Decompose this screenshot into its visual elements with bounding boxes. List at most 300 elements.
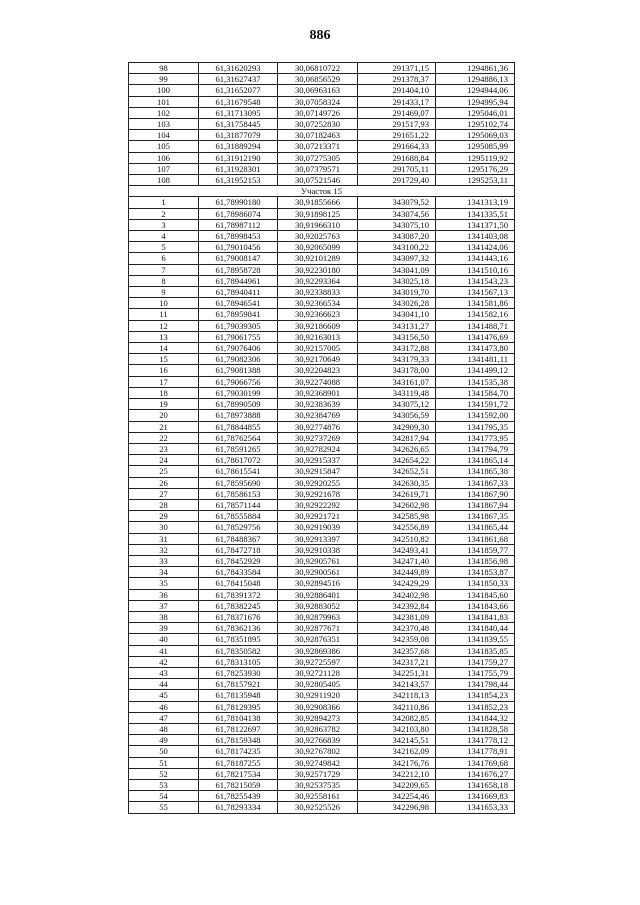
coord-y-cell: 1341778,91 (436, 746, 515, 757)
latitude-cell: 61,78959841 (199, 309, 278, 320)
longitude-cell: 30,06856529 (278, 74, 358, 85)
coord-x-cell: 342317,21 (358, 656, 436, 667)
longitude-cell: 30,92065099 (278, 242, 358, 253)
coord-y-cell: 1341488,71 (436, 320, 515, 331)
point-number-cell: 7 (129, 264, 199, 275)
point-number-cell: 31 (129, 533, 199, 544)
coord-x-cell: 342082,85 (358, 712, 436, 723)
coord-y-cell: 1341481,11 (436, 354, 515, 365)
table-row (129, 690, 515, 701)
coord-x-cell: 342103,80 (358, 723, 436, 734)
point-number-cell: 40 (129, 634, 199, 645)
table-row (129, 634, 515, 645)
table-row (129, 645, 515, 656)
point-number-cell: 33 (129, 555, 199, 566)
latitude-cell: 61,78293334 (199, 802, 278, 813)
latitude-cell: 61,78313105 (199, 656, 278, 667)
longitude-cell: 30,92537535 (278, 780, 358, 791)
coord-x-cell: 342392,84 (358, 600, 436, 611)
latitude-cell: 61,78350582 (199, 645, 278, 656)
coord-x-cell: 343179,33 (358, 354, 436, 365)
latitude-cell: 61,78215059 (199, 780, 278, 791)
latitude-cell: 61,78529756 (199, 522, 278, 533)
longitude-cell: 30,07213371 (278, 141, 358, 152)
coord-y-cell: 1341859,77 (436, 544, 515, 555)
table-row (129, 231, 515, 242)
table-row (129, 141, 515, 152)
point-number-cell: 9 (129, 287, 199, 298)
longitude-cell: 30,92863782 (278, 723, 358, 734)
point-number-cell: 45 (129, 690, 199, 701)
longitude-cell: 30,92915847 (278, 466, 358, 477)
latitude-cell: 61,31620293 (199, 63, 278, 74)
coord-x-cell: 343172,88 (358, 343, 436, 354)
table-row (129, 589, 515, 600)
coord-y-cell: 1341795,35 (436, 421, 515, 432)
point-number-cell: 28 (129, 499, 199, 510)
coord-x-cell: 291517,93 (358, 119, 436, 130)
table-row (129, 197, 515, 208)
table-row (129, 701, 515, 712)
latitude-cell: 61,31679548 (199, 96, 278, 107)
latitude-cell: 61,78990509 (199, 399, 278, 410)
rows-previous-plot (129, 63, 515, 186)
point-number-cell: 27 (129, 488, 199, 499)
coord-y-cell: 1341839,55 (436, 634, 515, 645)
table-row (129, 432, 515, 443)
point-number-cell: 19 (129, 399, 199, 410)
point-number-cell: 6 (129, 253, 199, 264)
table-row (129, 600, 515, 611)
point-number-cell: 18 (129, 387, 199, 398)
point-number-cell: 16 (129, 365, 199, 376)
latitude-cell: 61,31877079 (199, 130, 278, 141)
point-number-cell: 14 (129, 343, 199, 354)
latitude-cell: 61,31889294 (199, 141, 278, 152)
latitude-cell: 61,78217534 (199, 768, 278, 779)
coord-x-cell: 343131,27 (358, 320, 436, 331)
table-row (129, 544, 515, 555)
point-number-cell: 32 (129, 544, 199, 555)
point-number-cell: 25 (129, 466, 199, 477)
coord-y-cell: 1341865,44 (436, 522, 515, 533)
point-number-cell: 38 (129, 611, 199, 622)
coord-y-cell: 1341759,27 (436, 656, 515, 667)
table-row (129, 522, 515, 533)
longitude-cell: 30,92368901 (278, 387, 358, 398)
table-row (129, 533, 515, 544)
coord-y-cell: 1294995,94 (436, 96, 515, 107)
longitude-cell: 30,92877671 (278, 623, 358, 634)
longitude-cell: 30,92366534 (278, 298, 358, 309)
coord-x-cell: 342381,09 (358, 611, 436, 622)
latitude-cell: 61,78973888 (199, 410, 278, 421)
coord-y-cell: 1341443,16 (436, 253, 515, 264)
point-number-cell: 36 (129, 589, 199, 600)
coord-x-cell: 343087,20 (358, 231, 436, 242)
coord-y-cell: 1341669,83 (436, 791, 515, 802)
coord-x-cell: 343161,07 (358, 376, 436, 387)
coord-x-cell: 342471,40 (358, 555, 436, 566)
coord-y-cell: 1341335,51 (436, 208, 515, 219)
point-number-cell: 22 (129, 432, 199, 443)
longitude-cell: 30,92900561 (278, 567, 358, 578)
point-number-cell: 8 (129, 275, 199, 286)
longitude-cell: 30,92876351 (278, 634, 358, 645)
point-number-cell: 105 (129, 141, 199, 152)
longitude-cell: 30,92725597 (278, 656, 358, 667)
latitude-cell: 61,78844855 (199, 421, 278, 432)
longitude-cell: 30,92737269 (278, 432, 358, 443)
point-number-cell: 98 (129, 63, 199, 74)
latitude-cell: 61,31928301 (199, 163, 278, 174)
coord-x-cell: 342909,30 (358, 421, 436, 432)
latitude-cell: 61,79008147 (199, 253, 278, 264)
latitude-cell: 61,78415048 (199, 578, 278, 589)
table-row (129, 656, 515, 667)
coord-x-cell: 343026,28 (358, 298, 436, 309)
latitude-cell: 61,79082306 (199, 354, 278, 365)
table-row (129, 331, 515, 342)
point-number-cell: 101 (129, 96, 199, 107)
coordinates-table (128, 62, 515, 814)
coord-x-cell: 342110,86 (358, 701, 436, 712)
latitude-cell: 61,78615541 (199, 466, 278, 477)
latitude-cell: 61,78135948 (199, 690, 278, 701)
coord-y-cell: 1341371,50 (436, 219, 515, 230)
point-number-cell: 5 (129, 242, 199, 253)
coord-y-cell: 1341676,27 (436, 768, 515, 779)
table-row (129, 488, 515, 499)
coord-x-cell: 291664,33 (358, 141, 436, 152)
table-row (129, 567, 515, 578)
coord-x-cell: 343019,70 (358, 287, 436, 298)
coord-x-cell: 342370,48 (358, 623, 436, 634)
latitude-cell: 61,79081388 (199, 365, 278, 376)
coord-y-cell: 1294944,06 (436, 85, 515, 96)
coord-y-cell: 1341403,08 (436, 231, 515, 242)
coord-y-cell: 1341840,44 (436, 623, 515, 634)
point-number-cell: 55 (129, 802, 199, 813)
table-row (129, 219, 515, 230)
point-number-cell: 51 (129, 757, 199, 768)
table-row (129, 298, 515, 309)
point-number-cell: 15 (129, 354, 199, 365)
longitude-cell: 30,92384769 (278, 410, 358, 421)
point-number-cell: 30 (129, 522, 199, 533)
coord-x-cell: 342402,98 (358, 589, 436, 600)
coord-x-cell: 343074,56 (358, 208, 436, 219)
coord-y-cell: 1341850,33 (436, 578, 515, 589)
latitude-cell: 61,78362136 (199, 623, 278, 634)
latitude-cell: 61,78555884 (199, 511, 278, 522)
coord-y-cell: 1341582,16 (436, 309, 515, 320)
coord-x-cell: 291688,84 (358, 152, 436, 163)
coord-x-cell: 343097,32 (358, 253, 436, 264)
point-number-cell: 13 (129, 331, 199, 342)
latitude-cell: 61,78157921 (199, 679, 278, 690)
latitude-cell: 61,78187255 (199, 757, 278, 768)
coord-x-cell: 342251,31 (358, 667, 436, 678)
latitude-cell: 61,78958728 (199, 264, 278, 275)
coord-x-cell: 342118,13 (358, 690, 436, 701)
point-number-cell: 41 (129, 645, 199, 656)
table-row (129, 107, 515, 118)
longitude-cell: 30,07252830 (278, 119, 358, 130)
point-number-cell: 54 (129, 791, 199, 802)
section-header (129, 186, 515, 197)
point-number-cell: 104 (129, 130, 199, 141)
coord-x-cell: 343178,00 (358, 365, 436, 376)
point-number-cell: 99 (129, 74, 199, 85)
longitude-cell: 30,92186609 (278, 320, 358, 331)
latitude-cell: 61,78488367 (199, 533, 278, 544)
longitude-cell: 30,92383639 (278, 399, 358, 410)
coord-y-cell: 1341854,23 (436, 690, 515, 701)
coord-y-cell: 1341510,16 (436, 264, 515, 275)
latitude-cell: 61,78433584 (199, 567, 278, 578)
table-row (129, 175, 515, 186)
coord-x-cell: 342449,89 (358, 567, 436, 578)
latitude-cell: 61,79076406 (199, 343, 278, 354)
table-row (129, 511, 515, 522)
table-row (129, 275, 515, 286)
table-row (129, 679, 515, 690)
table-row (129, 421, 515, 432)
latitude-cell: 61,78940411 (199, 287, 278, 298)
coord-y-cell: 1341567,13 (436, 287, 515, 298)
coord-y-cell: 1295085,99 (436, 141, 515, 152)
point-number-cell: 12 (129, 320, 199, 331)
latitude-cell: 61,79061755 (199, 331, 278, 342)
latitude-cell: 61,78129395 (199, 701, 278, 712)
coord-y-cell: 1341535,38 (436, 376, 515, 387)
coord-x-cell: 342145,51 (358, 735, 436, 746)
section-title: Участок 15 (129, 186, 515, 197)
latitude-cell: 61,78159348 (199, 735, 278, 746)
table-row (129, 410, 515, 421)
latitude-cell: 61,78987112 (199, 219, 278, 230)
coord-x-cell: 343156,50 (358, 331, 436, 342)
coord-x-cell: 342654,22 (358, 455, 436, 466)
table-row (129, 152, 515, 163)
latitude-cell: 61,31758445 (199, 119, 278, 130)
coord-y-cell: 1341828,58 (436, 723, 515, 734)
table-row (129, 343, 515, 354)
point-number-cell: 100 (129, 85, 199, 96)
table-row (129, 578, 515, 589)
coord-y-cell: 1341473,80 (436, 343, 515, 354)
coord-x-cell: 343025,18 (358, 275, 436, 286)
longitude-cell: 30,92571729 (278, 768, 358, 779)
latitude-cell: 61,78986074 (199, 208, 278, 219)
longitude-cell: 30,91855666 (278, 197, 358, 208)
point-number-cell: 4 (129, 231, 199, 242)
coord-x-cell: 342359,08 (358, 634, 436, 645)
table-row (129, 746, 515, 757)
coord-x-cell: 291404,10 (358, 85, 436, 96)
coord-y-cell: 1295069,03 (436, 130, 515, 141)
longitude-cell: 30,07521546 (278, 175, 358, 186)
coord-x-cell: 343100,22 (358, 242, 436, 253)
coord-y-cell: 1341861,68 (436, 533, 515, 544)
latitude-cell: 61,78382245 (199, 600, 278, 611)
coord-y-cell: 1295119,92 (436, 152, 515, 163)
longitude-cell: 30,92525526 (278, 802, 358, 813)
point-number-cell: 23 (129, 443, 199, 454)
table-row (129, 768, 515, 779)
table-row (129, 623, 515, 634)
point-number-cell: 47 (129, 712, 199, 723)
coord-y-cell: 1341592,00 (436, 410, 515, 421)
coord-y-cell: 1341865,38 (436, 466, 515, 477)
longitude-cell: 30,92558161 (278, 791, 358, 802)
coord-x-cell: 291469,07 (358, 107, 436, 118)
longitude-cell: 30,92170649 (278, 354, 358, 365)
coord-x-cell: 342357,68 (358, 645, 436, 656)
coord-x-cell: 291705,11 (358, 163, 436, 174)
latitude-cell: 61,31713095 (199, 107, 278, 118)
coord-y-cell: 1341865,14 (436, 455, 515, 466)
table-row (129, 96, 515, 107)
coord-y-cell: 1341845,60 (436, 589, 515, 600)
point-number-cell: 17 (129, 376, 199, 387)
table-row (129, 780, 515, 791)
coord-y-cell: 1341778,12 (436, 735, 515, 746)
latitude-cell: 61,31627437 (199, 74, 278, 85)
latitude-cell: 61,78351895 (199, 634, 278, 645)
table-row (129, 723, 515, 734)
coord-y-cell: 1341835,85 (436, 645, 515, 656)
longitude-cell: 30,92366623 (278, 309, 358, 320)
coord-x-cell: 291433,17 (358, 96, 436, 107)
coord-x-cell: 291651,22 (358, 130, 436, 141)
coord-y-cell: 1341424,06 (436, 242, 515, 253)
point-number-cell: 53 (129, 780, 199, 791)
coord-x-cell: 342176,76 (358, 757, 436, 768)
coord-x-cell: 342602,98 (358, 499, 436, 510)
longitude-cell: 30,92274088 (278, 376, 358, 387)
longitude-cell: 30,07149726 (278, 107, 358, 118)
table-row (129, 354, 515, 365)
coord-y-cell: 1341543,23 (436, 275, 515, 286)
table-row (129, 466, 515, 477)
point-number-cell: 3 (129, 219, 199, 230)
point-number-cell: 39 (129, 623, 199, 634)
table-row (129, 791, 515, 802)
table-row (129, 208, 515, 219)
coord-y-cell: 1341658,18 (436, 780, 515, 791)
table-row (129, 667, 515, 678)
point-number-cell: 10 (129, 298, 199, 309)
latitude-cell: 61,78617072 (199, 455, 278, 466)
longitude-cell: 30,92721128 (278, 667, 358, 678)
table-row (129, 376, 515, 387)
longitude-cell: 30,92879963 (278, 611, 358, 622)
longitude-cell: 30,92921678 (278, 488, 358, 499)
table-row (129, 163, 515, 174)
longitude-cell: 30,07182463 (278, 130, 358, 141)
longitude-cell: 30,92913397 (278, 533, 358, 544)
longitude-cell: 30,92908366 (278, 701, 358, 712)
longitude-cell: 30,07058324 (278, 96, 358, 107)
coord-y-cell: 1295253,11 (436, 175, 515, 186)
point-number-cell: 43 (129, 667, 199, 678)
table-row (129, 499, 515, 510)
coord-y-cell: 1341843,66 (436, 600, 515, 611)
latitude-cell: 61,78571144 (199, 499, 278, 510)
table-row (129, 443, 515, 454)
point-number-cell: 103 (129, 119, 199, 130)
latitude-cell: 61,79066756 (199, 376, 278, 387)
longitude-cell: 30,92911920 (278, 690, 358, 701)
coord-y-cell: 1295176,29 (436, 163, 515, 174)
coord-y-cell: 1341867,35 (436, 511, 515, 522)
coord-y-cell: 1295046,01 (436, 107, 515, 118)
latitude-cell: 61,78174235 (199, 746, 278, 757)
coord-y-cell: 1294886,13 (436, 74, 515, 85)
point-number-cell: 1 (129, 197, 199, 208)
point-number-cell: 2 (129, 208, 199, 219)
table-row (129, 309, 515, 320)
longitude-cell: 30,06810722 (278, 63, 358, 74)
coord-x-cell: 342585,98 (358, 511, 436, 522)
latitude-cell: 61,31652077 (199, 85, 278, 96)
coord-x-cell: 342619,71 (358, 488, 436, 499)
latitude-cell: 61,78762564 (199, 432, 278, 443)
coord-y-cell: 1341853,87 (436, 567, 515, 578)
longitude-cell: 30,07379571 (278, 163, 358, 174)
table-row (129, 399, 515, 410)
longitude-cell: 30,92766839 (278, 735, 358, 746)
longitude-cell: 30,92920255 (278, 477, 358, 488)
longitude-cell: 30,07275305 (278, 152, 358, 163)
longitude-cell: 30,92293364 (278, 275, 358, 286)
section-row (129, 186, 515, 197)
longitude-cell: 30,92805405 (278, 679, 358, 690)
coord-x-cell: 291371,15 (358, 63, 436, 74)
coord-y-cell: 1341769,68 (436, 757, 515, 768)
longitude-cell: 30,92230180 (278, 264, 358, 275)
coord-x-cell: 343119,48 (358, 387, 436, 398)
longitude-cell: 30,92905761 (278, 555, 358, 566)
longitude-cell: 30,92157005 (278, 343, 358, 354)
table-row (129, 242, 515, 253)
longitude-cell: 30,92204823 (278, 365, 358, 376)
coord-y-cell: 1341591,72 (436, 399, 515, 410)
point-number-cell: 24 (129, 455, 199, 466)
coord-y-cell: 1295102,74 (436, 119, 515, 130)
point-number-cell: 11 (129, 309, 199, 320)
coord-x-cell: 342493,41 (358, 544, 436, 555)
coord-y-cell: 1341841,83 (436, 611, 515, 622)
point-number-cell: 50 (129, 746, 199, 757)
coord-y-cell: 1341755,79 (436, 667, 515, 678)
coord-y-cell: 1341798,44 (436, 679, 515, 690)
table-row (129, 802, 515, 813)
page-number: 886 (309, 28, 331, 43)
latitude-cell: 61,31952153 (199, 175, 278, 186)
coord-y-cell: 1341313,19 (436, 197, 515, 208)
coord-x-cell: 343041,09 (358, 264, 436, 275)
point-number-cell: 35 (129, 578, 199, 589)
point-number-cell: 48 (129, 723, 199, 734)
latitude-cell: 61,78595690 (199, 477, 278, 488)
coord-x-cell: 343056,59 (358, 410, 436, 421)
point-number-cell: 106 (129, 152, 199, 163)
table-row (129, 555, 515, 566)
coord-x-cell: 342510,82 (358, 533, 436, 544)
